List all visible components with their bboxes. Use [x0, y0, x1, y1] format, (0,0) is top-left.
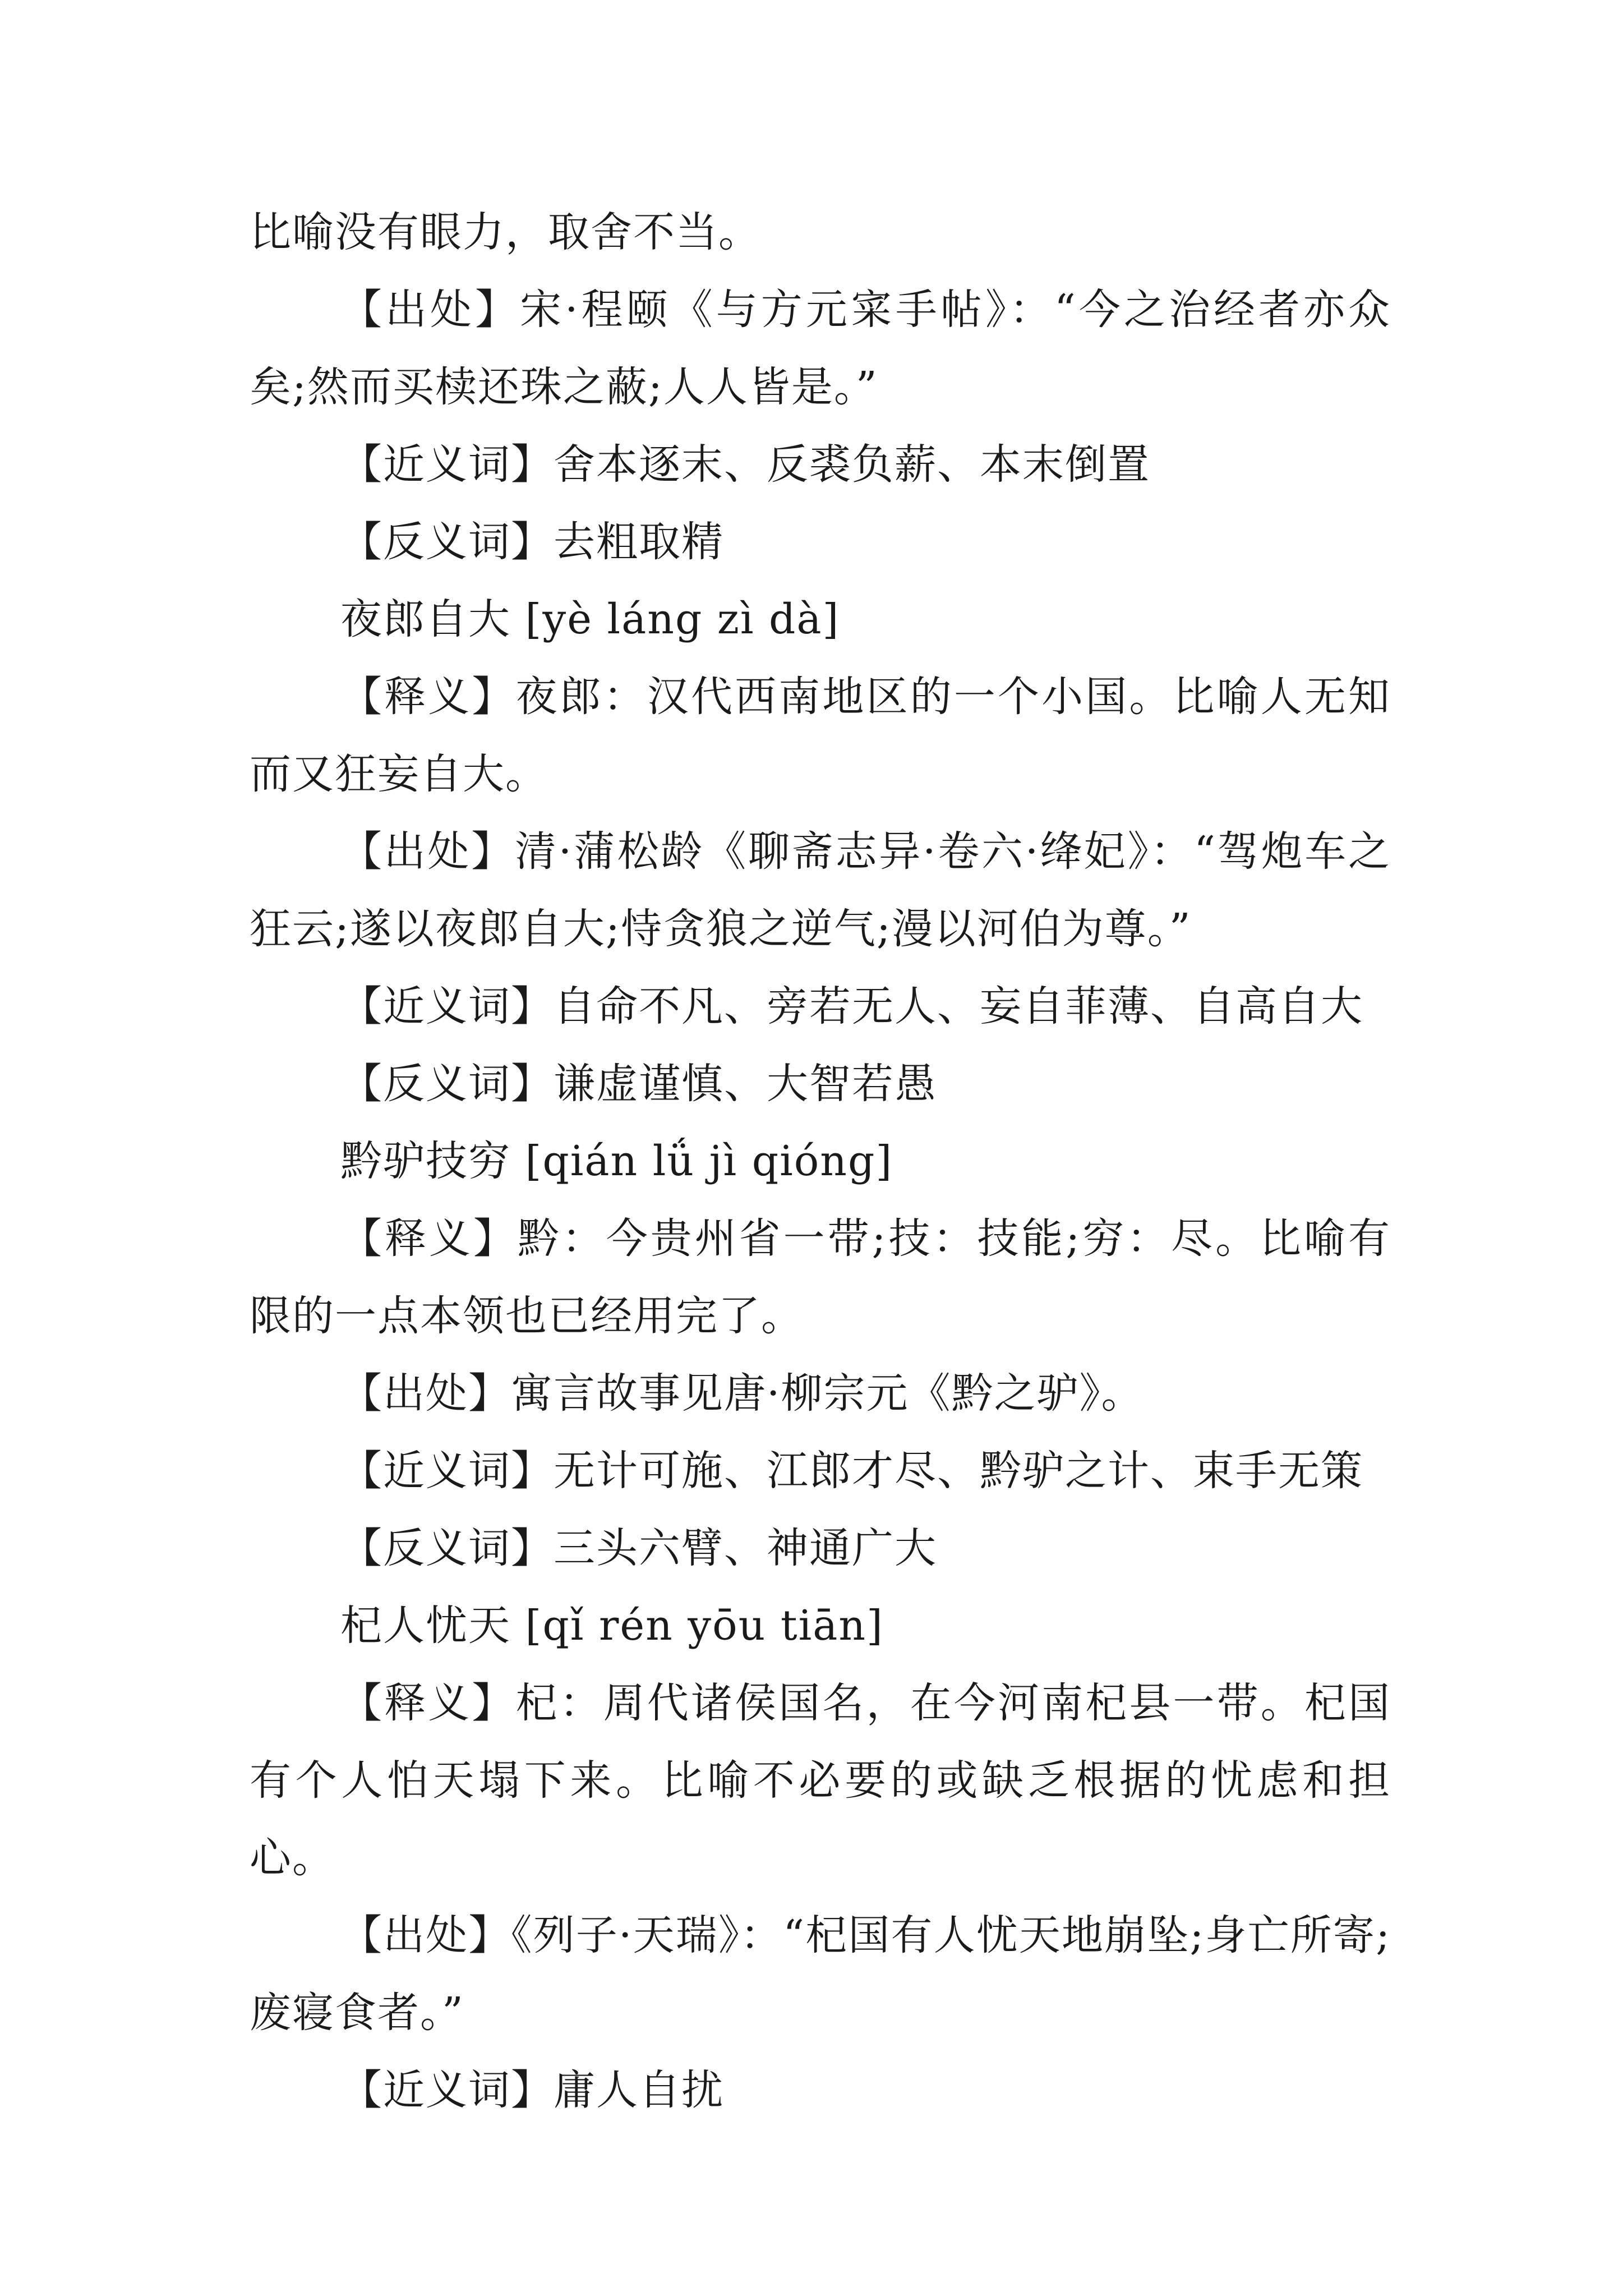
paragraph: 【出处】《列子·天瑞》：“杞国有人忧天地崩坠;身亡所寄;废寝食者。” — [250, 1911, 1391, 2037]
paragraph: 【近义词】舍本逐末、反裘负薪、本末倒置 — [340, 440, 1150, 489]
idiom-heading: 杞人忧天 [qǐ rén yōu tiān] — [340, 1602, 884, 1650]
document-body — [250, 194, 1391, 2129]
paragraph: 【近义词】无计可施、江郎才尽、黔驴之计、束手无策 — [340, 1447, 1363, 1495]
paragraph: 【反义词】去粗取精 — [340, 518, 724, 566]
idiom-heading: 黔驴技穷 [qián lǘ jì qióng] — [340, 1137, 893, 1185]
idiom-heading: 夜郎自大 [yè láng zì dà] — [340, 595, 840, 643]
paragraph: 【释义】夜郎：汉代西南地区的一个小国。比喻人无知而又狂妄自大。 — [250, 673, 1391, 798]
paragraph: 【反义词】三头六臂、神通广大 — [340, 1524, 937, 1572]
paragraph: 【出处】宋·程颐《与方元寀手帖》：“今之治经者亦众矣;然而买椟还珠之蔽;人人皆是。” — [250, 286, 1391, 411]
paragraph: 【近义词】庸人自扰 — [340, 2066, 724, 2114]
paragraph: 【释义】杞：周代诸侯国名，在今河南杞县一带。杞国有个人怕天塌下来。比喻不必要的或缺乏根据的忧虑和担心。 — [250, 1679, 1391, 1882]
paragraph: 比喻没有眼力，取舍不当。 — [250, 208, 761, 256]
paragraph: 【近义词】自命不凡、旁若无人、妄自菲薄、自高自大 — [340, 982, 1363, 1030]
paragraph: 【反义词】谦虚谨慎、大智若愚 — [340, 1060, 937, 1108]
paragraph: 【释义】黔：今贵州省一带;技：技能;穷：尽。比喻有限的一点本领也已经用完了。 — [250, 1214, 1391, 1340]
paragraph: 【出处】清·蒲松龄《聊斋志异·卷六·绛妃》：“驾炮车之狂云;遂以夜郎自大;恃贪狼之逆气;漫以河伯为尊。” — [250, 827, 1391, 953]
paragraph: 【出处】寓言故事见唐·柳宗元《黔之驴》。 — [340, 1369, 1144, 1418]
